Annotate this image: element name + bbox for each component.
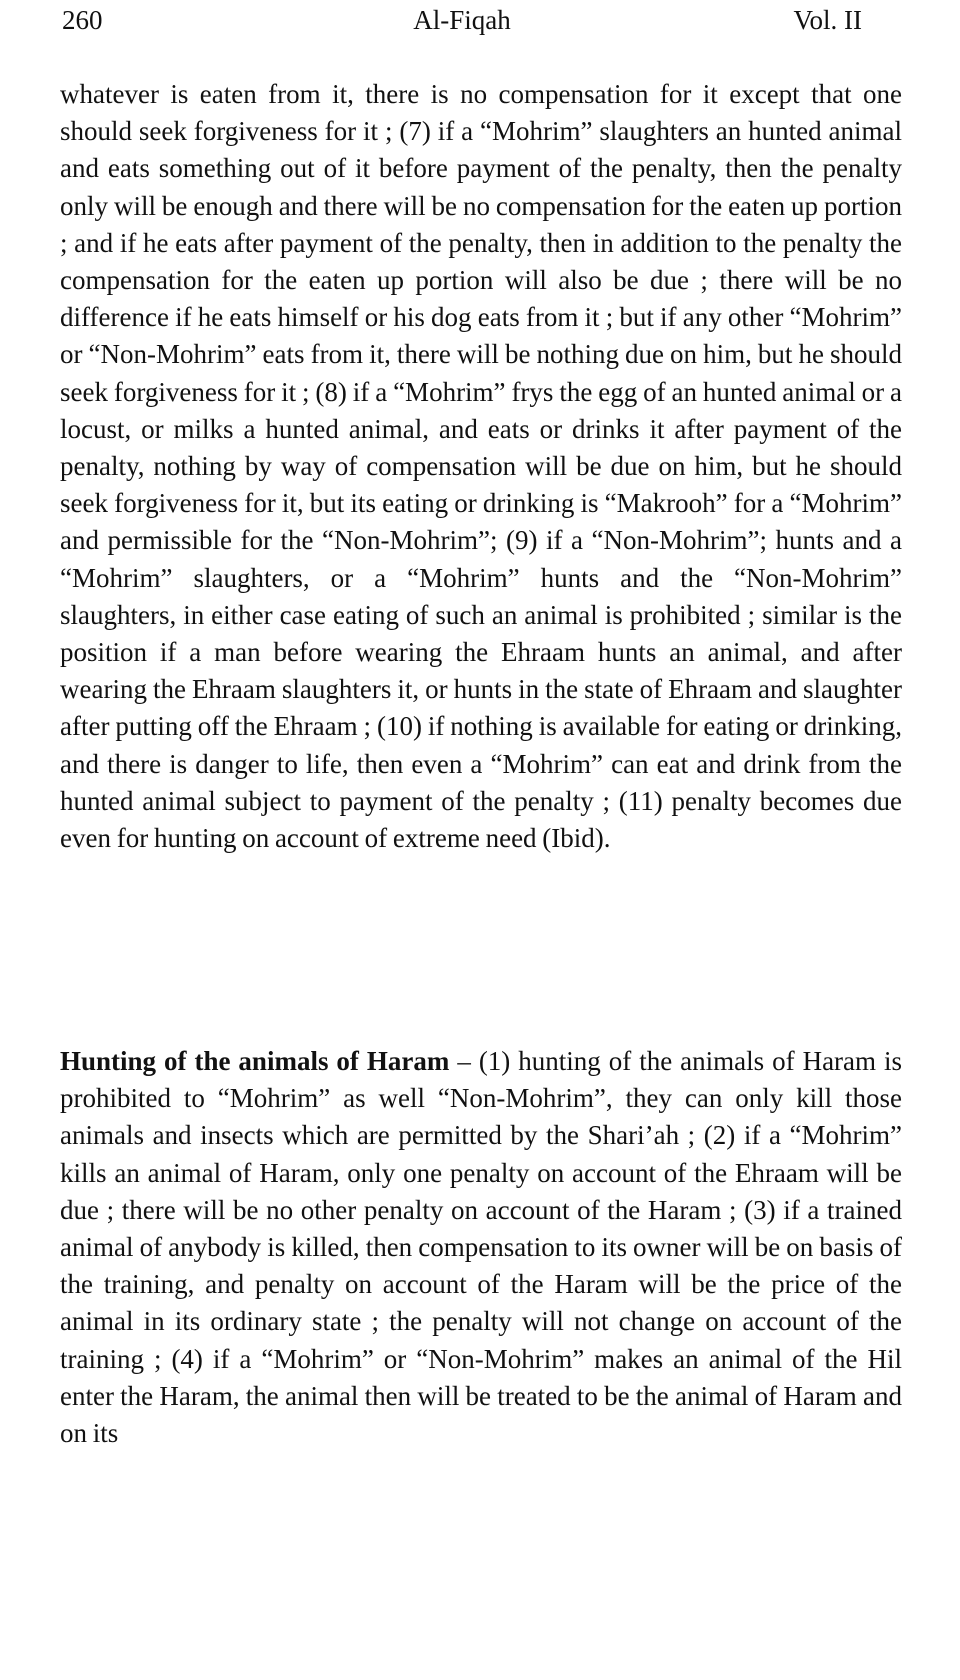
volume-label: Vol. II: [793, 5, 862, 35]
paragraph-1-text: whatever is eaten from it, there is no compensation for it except that one should seek forgiveness for it ; (7) if a “Mohrim” slaughters an hunted animal and eats something out of it before payment of the penalty, then the penalty only will be enough and there will be no compensation for the eaten up portion ; and if he eats after payment of the penalty, then in addition to the penalty the compensation for the eaten up portion will also be due ; there will be no difference if he eats himself or his dog eats from it ; but if any other “Mohrim” or “Non-Mohrim” eats from it, there will be nothing due on him, but he should seek forgiveness for it ; (8) if a “Mohrim” frys the egg of an hunted animal or a locust, or milks a hunted animal, and eats or drinks it after payment of the penalty, nothing by way of compensation will be due on him, but he should seek forgiveness for it, but its eating or drinking is “Makrooh” for a “Mohrim” and permissible for the “Non-Mohrim”; (9) if a “Non-Mohrim”; hunts and a “Mohrim” slaughters, or a “Mohrim” hunts and the “Non-Mohrim” slaughters, in either case eating of such an animal is prohibited ; similar is the position if a man before wearing the Ehraam hunts an animal, and after wearing the Ehraam slaughters it, or hunts in the state of Ehraam and slaughter after putting off the Ehraam ; (10) if nothing is available for eating or drinking, and there is danger to life, then even a “Mohrim” can eat and drink from the hunted animal subject to payment of the penalty ; (11) penalty becomes due even for hunting on account of extreme need (Ibid).: [60, 79, 902, 854]
paragraph-2-text: – (1) hunting of the animals of Haram is prohibited to “Mohrim” as well “Non-Mohrim”, they can only kill those animals and insects which are permitted by the Shari’ah ; (2) if a “Mohrim” kills an animal of Haram, only one penalty on account of the Ehraam will be due ; there will be no other penalty on account of the Haram ; (3) if a trained animal of anybody is killed, then compensation to its owner will be on basis of the training, and penalty on account of the Haram will be the price of the animal in its ordinary state ; the penalty will not change on account of the training ; (4) if a “Mohrim” or “Non-Mohrim” makes an animal of the Hil enter the Haram, the animal then will be treated to be the animal of Haram and on its: [60, 1046, 903, 1449]
paragraph-continued-penalties: [60, 76, 902, 857]
paragraph-hunting-of-haram: [60, 1043, 902, 1452]
book-title: Al-Fiqah: [413, 5, 511, 35]
section-heading: Hunting of the animals of Haram: [60, 1046, 450, 1076]
running-head: [62, 2, 862, 38]
page-number: 260: [62, 5, 103, 35]
